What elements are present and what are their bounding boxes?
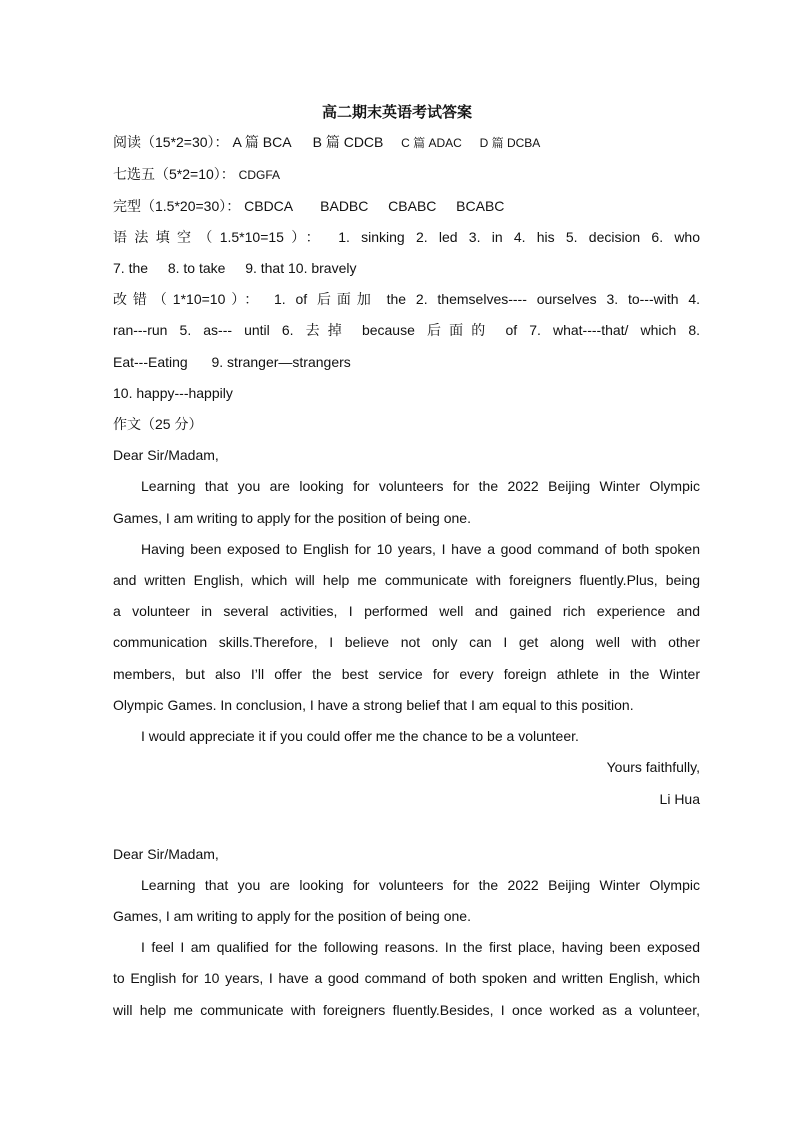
letter1-p3: I would appreciate it if you could offer me the chance to be a volunteer. xyxy=(141,728,579,744)
correction-item: 7. what----that/ which xyxy=(529,322,677,338)
correction-item: 6. 去掉 because xyxy=(281,322,415,338)
correction-label: 改错（1*10=10）： xyxy=(113,291,265,307)
letter1-p2-line: Having been exposed to English for 10 years, I have a good command of both spoken xyxy=(141,541,700,557)
grammar-item-4: 4. his xyxy=(513,229,555,245)
grammar-label: 语法填空（1.5*10=15）： xyxy=(113,229,327,245)
letter2-p2-line: will help me communicate with foreigners fluently.Besides, I once worked as a volunteer, xyxy=(113,1002,700,1018)
letter1-p2-line: a volunteer in several activities, I performed well and gained rich experience and xyxy=(113,603,700,619)
seven-five-answers xyxy=(113,164,280,185)
correction-line-4: 10. happy---happily xyxy=(113,385,233,401)
correction-item: ran---run xyxy=(113,322,168,338)
correction-line-1 xyxy=(113,289,700,309)
letter1-signature: Li Hua xyxy=(659,791,700,807)
cloze-group-3: CBABC xyxy=(388,198,437,214)
letter1-p2-line: Olympic Games. In conclusion, I have a strong belief that I am equal to this position. xyxy=(113,697,634,713)
correction-item: 2. themselves---- ourselves xyxy=(415,291,597,307)
letter1-closing: Yours faithfully, xyxy=(606,759,700,775)
cloze-group-1: CBDCA xyxy=(244,198,293,214)
correction-item: 后面的 of xyxy=(426,322,518,338)
correction-item: 5. as--- until xyxy=(179,322,270,338)
reading-a: A 篇 BCA xyxy=(232,134,291,150)
letter1-salutation: Dear Sir/Madam, xyxy=(113,447,219,463)
letter2-p2-line: I feel I am qualified for the following reasons. In the first place, having been exposed xyxy=(141,939,700,955)
letter2-salutation: Dear Sir/Madam, xyxy=(113,846,219,862)
correction-item: 1. xyxy=(273,291,286,307)
reading-answers xyxy=(113,132,540,153)
reading-c: C 篇 ADAC xyxy=(401,136,462,150)
correction-line-3 xyxy=(113,352,351,372)
correction-item: 9. stranger—strangers xyxy=(211,354,351,370)
cloze-group-2: BADBC xyxy=(320,198,369,214)
reading-d: D 篇 DCBA xyxy=(479,136,541,150)
correction-item: 3. to---with xyxy=(606,291,679,307)
page-title: 高二期末英语考试答案 xyxy=(321,103,472,121)
reading-b: B 篇 CDCB xyxy=(312,134,384,150)
grammar-item-2: 2. led xyxy=(415,229,458,245)
grammar-answers-line-2 xyxy=(113,258,356,278)
correction-item: 8. xyxy=(688,322,701,338)
letter2-p2-line: to English for 10 years, I have a good command of both spoken and written English, which xyxy=(113,970,700,986)
grammar-item-1: 1. sinking xyxy=(338,229,405,245)
letter1-p1-line: Games, I am writing to apply for the position of being one. xyxy=(113,510,471,526)
correction-item: Eat---Eating xyxy=(113,354,188,370)
letter1-p1-line: Learning that you are looking for volunteers for the 2022 Beijing Winter Olympic xyxy=(141,478,700,494)
letter2-p1-line: Learning that you are looking for volunteers for the 2022 Beijing Winter Olympic xyxy=(141,877,700,893)
essay-label: 作文（25 分） xyxy=(113,416,203,432)
grammar-item-3: 3. in xyxy=(468,229,503,245)
grammar-item-9: 9. that xyxy=(245,260,285,276)
grammar-item-6: 6. who xyxy=(651,229,700,245)
grammar-answers-line-1 xyxy=(113,227,700,247)
cloze-label: 完型（1.5*20=30）： xyxy=(113,198,241,214)
grammar-item-5: 5. decision xyxy=(565,229,641,245)
grammar-item-10: 10. bravely xyxy=(288,260,357,276)
correction-item: 4. xyxy=(688,291,701,307)
reading-label: 阅读（15*2=30）： xyxy=(113,134,229,150)
correction-line-2 xyxy=(113,320,700,340)
letter1-p2-line: communication skills.Therefore, I believe not only can I get along well with other xyxy=(113,634,700,650)
grammar-item-7: 7. the xyxy=(113,260,149,276)
cloze-group-4: BCABC xyxy=(456,198,505,214)
letter1-p2-line: members, but also I’ll offer the best service for every foreign athlete in the Winter xyxy=(113,666,700,682)
correction-item: of 后面加 the xyxy=(295,291,407,307)
grammar-item-8: 8. to take xyxy=(167,260,226,276)
cloze-answers xyxy=(113,196,504,216)
seven-five-label: 七选五（5*2=10）： xyxy=(113,166,235,182)
letter1-p2-line: and written English, which will help me communicate with foreigners fluently.Plus, being xyxy=(113,572,700,588)
letter2-p1-line: Games, I am writing to apply for the position of being one. xyxy=(113,908,471,924)
seven-five-value: CDGFA xyxy=(238,168,281,182)
